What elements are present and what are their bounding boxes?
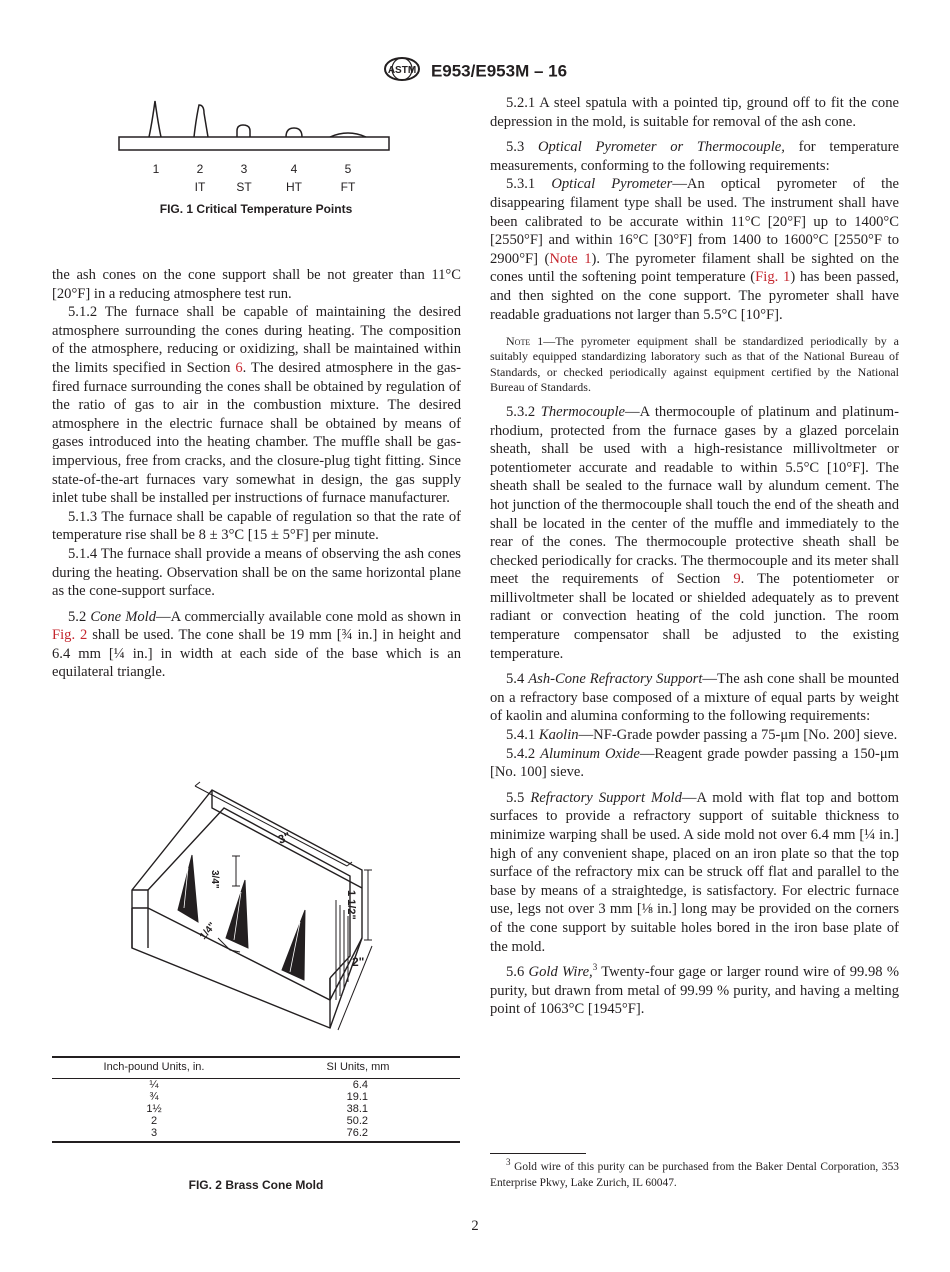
note-1-link[interactable]: Note 1	[549, 250, 592, 267]
footnote-rule	[490, 1153, 586, 1154]
section-5-5: 5.5 Refractory Support Mold—A mold with flat top and bottom surfaces to provide a refractory support of suitable thickness to minimize warping shall be used. A side mold not over 6.4 mm [¼ in.] high of any convenient shape, placed on an iron plate so that the top surface of the refractory mix can be struck off flat and parallel to the base by means of a straightedge, is satisfactory. For electric furnace use, legs not over 3 mm [⅛ in.] long may be provided on the corners of the cone support by suitable holes bored in the iron base plate of the mold.	[490, 789, 900, 955]
document-designation: E953/E953M – 16	[430, 61, 568, 81]
section-9-link[interactable]: 9	[733, 571, 741, 588]
page-header	[0, 57, 950, 86]
right-column	[490, 94, 899, 1019]
fig1-num-1: 1	[152, 162, 160, 176]
section-5-1-2: 5.1.2 The furnace shall be capable of maintaining the desired atmosphere surrounding the cones during heating. The composition of the atmosphere, reducing or oxidizing, shall be maintained within the limits specified in Section 6. The desired atmosphere in the gas-fired furnace surrounding the cones shall be obtained by regulation of the ratio of gas to air in the combustion mixture. The desired atmosphere in the electric furnace shall be obtained by means of gases introduced into the heating chamber. The muffle shall be gas-impervious, free from cracks, and the closure-plug tight fitting. Since state-of-the-art furnaces vary somewhat in design, the gas supply inlet tube shall be installed per instructions of furnace manufacturer.	[52, 304, 461, 507]
cone-3-st	[237, 125, 250, 137]
figure-2	[100, 760, 440, 1050]
units-table	[52, 1056, 460, 1143]
table-row: 2 50.2	[150, 1115, 368, 1127]
svg-text:ASTM: ASTM	[387, 65, 417, 76]
cone-depression-1	[178, 855, 198, 922]
fig1-label-ht: HT	[286, 180, 302, 194]
left-column	[52, 266, 461, 682]
fig1-num-4: 4	[290, 162, 298, 176]
cone-depression-3	[282, 910, 305, 980]
section-5-4: 5.4 Ash-Cone Refractory Support—The ash cone shall be mounted on a refractory base composed of a mixture of equal parts by weight of kaolin and alumina conforming to the following requirements:	[490, 671, 900, 725]
dim-1-1-2-inch: 1 1/2"	[345, 890, 357, 920]
cone-1	[149, 101, 161, 137]
col-inch-header: Inch-pound Units, in.	[52, 1057, 256, 1079]
dim-3-4-inch: 3/4"	[209, 870, 220, 889]
fig1-num-5: 5	[344, 162, 352, 176]
cone-support-plate	[119, 137, 389, 150]
section-6-link[interactable]: 6	[235, 359, 243, 376]
mold-body	[132, 790, 365, 1028]
astm-logo-icon	[383, 57, 421, 86]
section-5-3-1: 5.3.1 Optical Pyrometer—An optical pyrometer of the disappearing filament type shall be used. The instrument shall have been calibrated to be accurate within 11°C [20°F] up to 1400°C [2550°F] and within 16°C [30°F] from 1400 to 1600°C [2550°F to 2900°F] (Note 1). The pyrometer filament shall be sighted on the cones until the softening point temperature (Fig. 1) has been passed, and then sighted on the cone support. The pyrometer shall have readable graduations not larger than 5.5°C [10°F].	[490, 176, 900, 323]
table-row: 1½ 38.1	[146, 1103, 368, 1115]
section-5-4-2: 5.4.2 Aluminum Oxide—Reagent grade powder passing a 150-μm [No. 100] sieve.	[490, 745, 899, 781]
table-row: ¾ 19.1	[149, 1091, 368, 1103]
fig1-num-2: 2	[196, 162, 204, 176]
figure-1	[100, 95, 400, 205]
page-number: 2	[471, 1218, 479, 1234]
dim-3-inch: 3"	[275, 829, 293, 847]
section-5-1-3: 5.1.3 The furnace shall be capable of regulation so that the rate of temperature rise shall be 8 ± 3°C [15 ± 5°F] per minute.	[52, 508, 461, 544]
footnote-3: $^3$ Gold wire of this purity can be purchased from the Baker Dental Corporation, 353 Enterprise Pkwy, Lake Zurich, IL 60047.	[490, 1157, 899, 1189]
cone-depression-2	[226, 880, 248, 948]
footnote-ref-3[interactable]: 3	[592, 962, 598, 973]
fig1-label-st: ST	[236, 180, 252, 194]
cone-4-ht	[286, 128, 302, 137]
fig1-caption: FIG. 1 Critical Temperature Points	[159, 202, 353, 216]
section-5-2-1: 5.2.1 A steel spatula with a pointed tip, ground off to fit the cone depression in the mold, is suitable for removal of the ash cone.	[490, 95, 899, 130]
section-5-4-1: 5.4.1 Kaolin—NF-Grade powder passing a 75-μm [No. 200] sieve.	[506, 727, 898, 744]
cone-2-it	[194, 105, 208, 137]
section-5-3-2: 5.3.2 Thermocouple—A thermocouple of platinum and platinum-rhodium, protected from the furnace gases by a glazed porcelain sheath, shall be used with a high-resistance millivoltmeter or potentiometer accurate and readable to within 5.5°C [10°F]. The sheath shall be sealed to the furnace wall by alundum cement. The hot junction of the thermocouple shall touch the end of the sheath and shall be located in the center of the muffle and immediately to the rear of the cones. The thermocouple protective sheath shall be checked periodically for cracks. The thermocouple and its meter shall meet the requirements of Section 9. The potentiometer or millivoltmeter shall be located or shielded adequately as to prevent radiant or convection heating of the cold junction. The room temperature compensator shall be adjusted to the existing temperature.	[490, 403, 899, 662]
section-5-3: 5.3 Optical Pyrometer or Thermocouple, for temperature measurements, conforming to the following requirements:	[490, 139, 900, 174]
dim-1-4-inch: 1/4"	[197, 920, 219, 942]
fig1-num-3: 3	[240, 162, 248, 176]
table-row: 3 76.2	[52, 1127, 460, 1142]
fig1-label-ft: FT	[340, 180, 356, 194]
section-5-2: 5.2 Cone Mold—A commercially available cone mold as shown in Fig. 2 shall be used. The cone shall be 19 mm [¾ in.] in height and 6.4 mm [¼ in.] in width at each side of the base which is an equilateral triangle.	[52, 608, 461, 681]
fig-2-link[interactable]: Fig. 2	[52, 627, 88, 644]
fig-1-link[interactable]: Fig. 1	[755, 269, 791, 286]
fig1-label-it: IT	[194, 180, 206, 194]
note-1: Note 1—The pyrometer equipment shall be standardized periodically by a suitably equipped standardizing laboratory such as that of the National Bureau of Standards, or checked periodically against equipment certified by the National Bureau of Standards.	[490, 334, 900, 394]
fig2-caption: FIG. 2 Brass Cone Mold	[188, 1178, 324, 1192]
section-5-6: 5.6 Gold Wire,$^3$ Twenty-four gage or larger round wire of 99.98 % purity, but drawn from metal of 99.99 % purity, and having a melting point of 1063°C [1945°F].	[490, 962, 899, 1018]
section-5-1-4: 5.1.4 The furnace shall provide a means of observing the ash cones during the heating. Observation shall be on the same horizontal plane as the cone-support surface.	[52, 545, 461, 600]
dim-2-inch: 2"	[352, 955, 365, 969]
paragraph-continued: the ash cones on the cone support shall be not greater than 11°C [20°F] in a reducing atmosphere test run.	[52, 267, 461, 302]
table-row: ¼ 6.4	[149, 1079, 368, 1091]
col-si-header: SI Units, mm	[256, 1057, 460, 1079]
